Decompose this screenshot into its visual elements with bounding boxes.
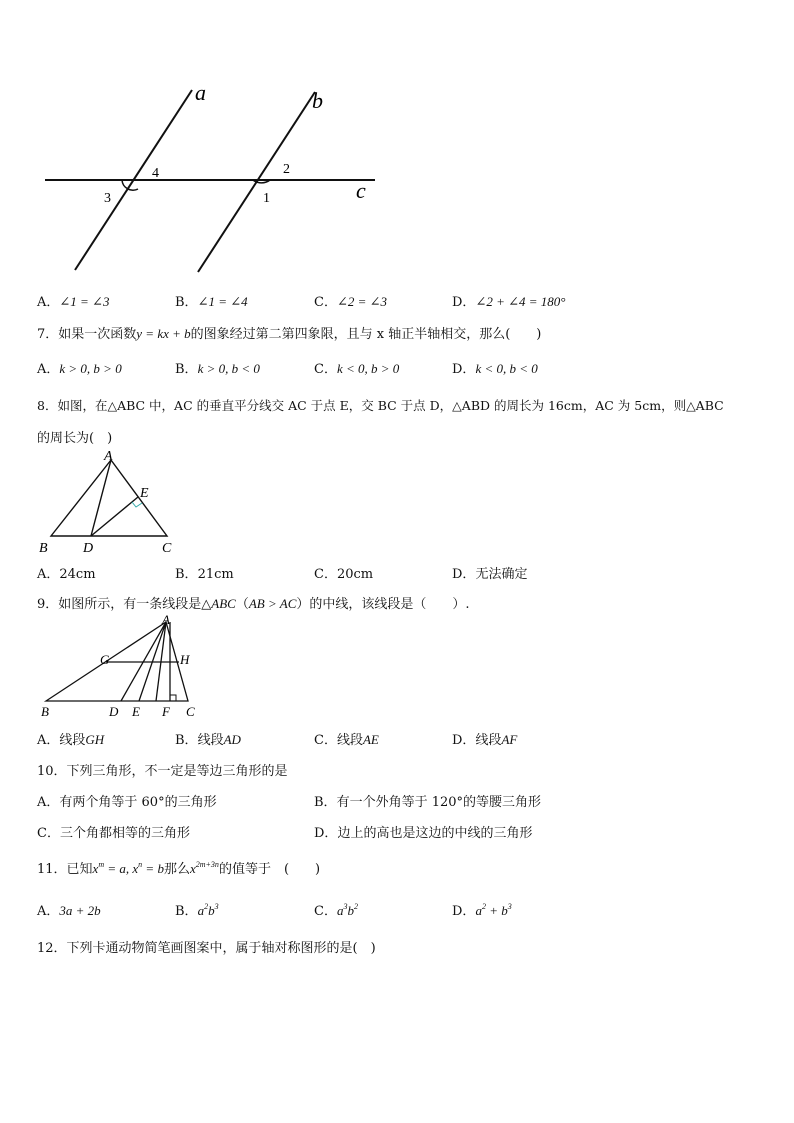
- q9-option-a[interactable]: A．线段GH: [37, 732, 105, 748]
- q10-option-d[interactable]: D．边上的高也是这边的中线的三角形: [314, 826, 533, 841]
- label-c: c: [356, 178, 366, 203]
- q11-stem: 11．已知$x^m = a$, $x^n = b$那么$x^{2m+3n}$的值等于 ( ): [37, 860, 321, 877]
- label-b: b: [312, 88, 323, 113]
- triangle-medians-figure: [36, 612, 206, 722]
- q7-stem: 7．如果一次函数y = kx + b的图象经过第二第四象限，且与 x 轴正半轴相交，那么( ): [37, 326, 542, 342]
- label-a: a: [195, 80, 206, 105]
- q11-option-c[interactable]: C．$a^3b^2$: [314, 902, 358, 919]
- q6-option-a[interactable]: A．∠1 = ∠3: [37, 294, 110, 310]
- q8-stem-line2: 的周长为( ): [37, 431, 113, 446]
- q11-option-d[interactable]: D．$a^2 + b^3$: [452, 902, 512, 919]
- q6-option-c[interactable]: C．∠2 = ∠3: [314, 294, 388, 310]
- q8-option-c[interactable]: C．20cm: [314, 567, 374, 582]
- label-A: A: [104, 449, 113, 464]
- q11-option-a[interactable]: A．3a + 2b: [37, 903, 101, 919]
- q8-option-d[interactable]: D．无法确定: [452, 567, 528, 582]
- q9-option-d[interactable]: D．线段AF: [452, 732, 518, 748]
- q9-option-c[interactable]: C．线段AE: [314, 732, 379, 748]
- q6-option-b[interactable]: B．∠1 = ∠4: [175, 294, 248, 310]
- q7-option-b[interactable]: B．k > 0, b < 0: [175, 361, 260, 377]
- q11-option-b[interactable]: B．$a^2b^3$: [175, 902, 219, 919]
- label-C: C: [162, 541, 172, 556]
- label-C2: C: [186, 704, 195, 719]
- label-D: D: [83, 541, 94, 556]
- q9-option-b[interactable]: B．线段AD: [175, 732, 241, 748]
- label-A2: A: [162, 612, 170, 627]
- q12-stem: 12．下列卡通动物简笔画图案中，属于轴对称图形的是( ): [37, 941, 376, 956]
- label-F: F: [162, 704, 170, 719]
- q7-option-c[interactable]: C．k < 0, b > 0: [314, 361, 400, 377]
- label-D2: D: [109, 704, 119, 719]
- q10-stem: 10．下列三角形，不一定是等边三角形的是: [37, 764, 288, 779]
- q10-option-a[interactable]: A．有两个角等于 60°的三角形: [37, 795, 217, 810]
- right-angle-mark-f: [170, 695, 176, 701]
- label-B2: B: [41, 704, 49, 719]
- label-E2: E: [132, 704, 140, 719]
- triangle-abc-figure: [36, 448, 186, 556]
- right-angle-mark: [132, 502, 142, 507]
- q7-option-a[interactable]: A．k > 0, b > 0: [37, 361, 122, 377]
- q9-stem: 9．如图所示，有一条线段是△ABC（AB > AC）的中线，该线段是（ ）.: [37, 596, 470, 612]
- label-H: H: [180, 652, 190, 667]
- label-2: 2: [283, 162, 290, 177]
- label-4: 4: [152, 166, 159, 181]
- label-3: 3: [104, 191, 111, 206]
- parallel-lines-figure: [40, 80, 385, 280]
- q8-option-a[interactable]: A．24cm: [37, 567, 96, 582]
- q10-option-b[interactable]: B．有一个外角等于 120°的等腰三角形: [314, 795, 542, 810]
- triangle-abc: [51, 460, 167, 536]
- q8-stem-line1: 8．如图，在△ABC 中，AC 的垂直平分线交 AC 于点 E，交 BC 于点 D，△ABD 的周长为 16cm，AC 为 5cm，则△ABC: [37, 398, 724, 413]
- q10-option-c[interactable]: C．三个角都相等的三角形: [37, 826, 190, 841]
- label-E: E: [140, 486, 149, 501]
- label-1: 1: [263, 191, 270, 206]
- segment-ad: [91, 460, 111, 536]
- label-B: B: [39, 541, 48, 556]
- q7-option-d[interactable]: D．k < 0, b < 0: [452, 361, 538, 377]
- q6-option-d[interactable]: D．∠2 + ∠4 = 180°: [452, 294, 566, 310]
- segment-de: [91, 497, 138, 536]
- label-G: G: [100, 652, 110, 667]
- q8-option-b[interactable]: B．21cm: [175, 567, 234, 582]
